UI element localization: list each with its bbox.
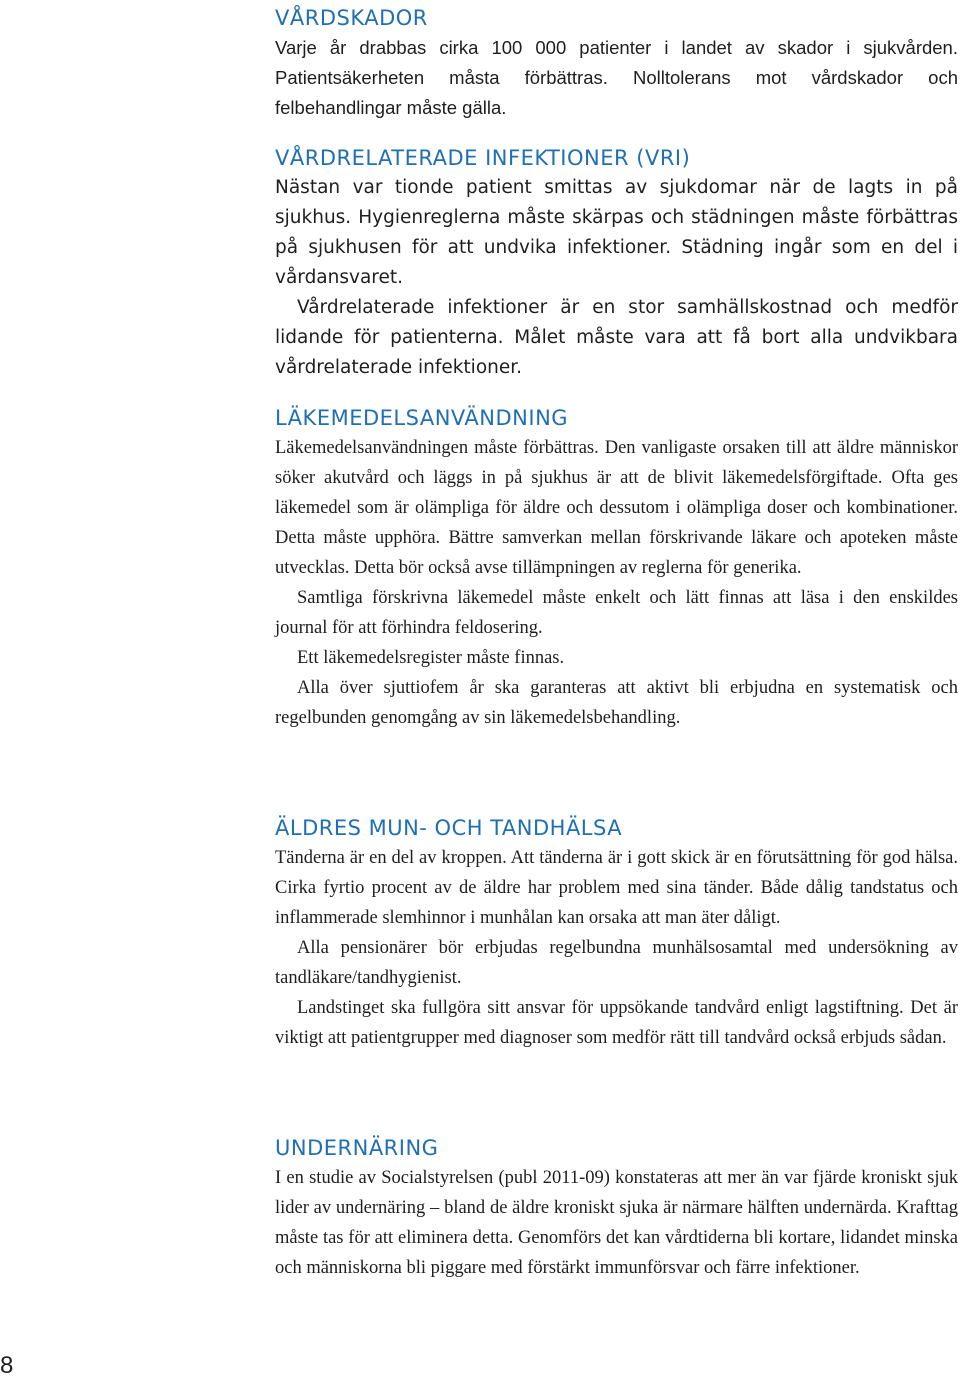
section-lakemedelsanvandning xyxy=(275,403,958,733)
section-heading: VÅRDSKADOR xyxy=(275,6,428,30)
page-number: 8 xyxy=(0,1352,14,1379)
section-vardskador xyxy=(275,3,958,123)
section-undernaring xyxy=(275,1133,958,1283)
section-aldres-mun-och-tandhalsa xyxy=(275,813,958,1053)
section-heading: LÄKEMEDELSANVÄNDNING xyxy=(275,406,569,430)
paragraph: Nästan var tionde patient smittas av sjukdomar när de lagts in på sjukhus. Hygienreglerna måste skärpas och städningen måste förbättras på sjukhusen för att undvika infektioner. Städning ingår som en del i vårdansvaret. xyxy=(275,177,958,288)
paragraph: Läkemedelsanvändningen måste förbättras. Den vanligaste orsaken till att äldre människor söker akutvård och läggs in på sjukhus är att de blivit läkemedelsförgiftade. Ofta ges läkemedel som är olämpliga för äldre och dessutom i olämpliga doser och kombinationer. Detta måste upphöra. Bättre samverkan mellan förskrivande läkare och apoteken måste utvecklas. Detta bör också avse tillämpningen av reglerna för generika. xyxy=(275,438,958,578)
section-heading: ÄLDRES MUN- OCH TANDHÄLSA xyxy=(275,816,623,840)
paragraph: Alla pensionärer bör erbjudas regelbundna munhälsosamtal med undersökning av tandläkare/tandhygienist. xyxy=(275,938,958,988)
section-heading: VÅRDRELATERADE INFEKTIONER (VRI) xyxy=(275,146,691,170)
paragraph: Varje år drabbas cirka 100 000 patienter i landet av skador i sjukvården. Patientsäkerheten måsta förbättras. Nolltolerans mot vårdskador och felbehandlingar måste gälla. xyxy=(275,37,958,118)
section-vardrelaterade-infektioner xyxy=(275,143,958,383)
paragraph: I en studie av Socialstyrelsen (publ 2011-09) konstateras att mer än var fjärde kroniskt sjuk lider av undernäring – bland de äldre kroniskt sjuka är närmare hälften undernärda. Krafttag måste tas för att eliminera detta. Genomförs det kan vårdtiderna bli kortare, lidandet minska och människorna bli piggare med förstärkt immunförsvar och färre infektioner. xyxy=(275,1168,958,1278)
paragraph: Tänderna är en del av kroppen. Att tänderna är i gott skick är en förutsättning för god hälsa. Cirka fyrtio procent av de äldre har problem med sina tänder. Både dålig tandstatus och inflammerade slemhinnor i munhålan kan orsaka att man äter dåligt. xyxy=(275,848,958,928)
paragraph: Vårdrelaterade infektioner är en stor samhällskostnad och medför lidande för patienterna. Målet måste vara att få bort alla undvikbara vårdrelaterade infektioner. xyxy=(275,297,958,378)
paragraph: Landstinget ska fullgöra sitt ansvar för uppsökande tandvård enligt lagstiftning. Det är viktigt att patientgrupper med diagnoser som medför rätt till tandvård också erbjuds sådan. xyxy=(275,998,958,1048)
paragraph: Ett läkemedelsregister måste finnas. xyxy=(297,648,565,668)
paragraph: Alla över sjuttiofem år ska garanteras att aktivt bli erbjudna en systematisk och regelbunden genomgång av sin läkemedelsbehandling. xyxy=(275,678,958,728)
section-heading: UNDERNÄRING xyxy=(275,1136,439,1160)
paragraph: Samtliga förskrivna läkemedel måste enkelt och lätt finnas att läsa i den enskildes journal för att förhindra feldosering. xyxy=(275,588,958,638)
